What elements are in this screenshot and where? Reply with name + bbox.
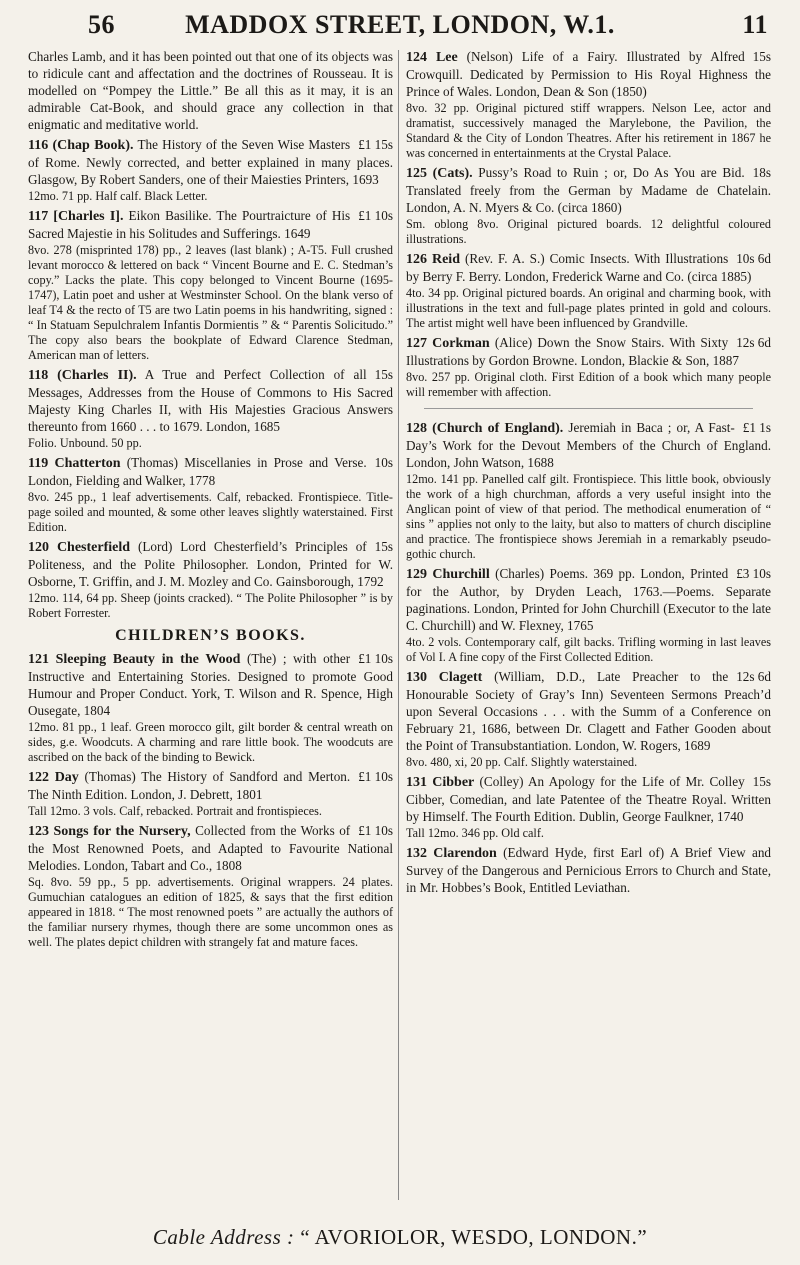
entry-description: Collected from the Works of the Most Renowned Poets, and Adapted to Favourite National Melodies. London, Tabart and Co., 1808 (28, 823, 393, 873)
entry-description: A True and Perfect Collection of all Messages, Addresses from the House of Commons to His Sacred Majesty King Charles II, with His Majesties Gracious Answers thereunto from 1660 . . . to 1679. London, 1685 (28, 367, 393, 434)
entry-number: 124 (406, 50, 427, 65)
catalogue-entry (406, 48, 771, 161)
catalogue-entry (28, 136, 393, 204)
right-column (406, 48, 771, 899)
left-column (28, 48, 393, 953)
continued-text: Charles Lamb, and it has been pointed out that one of its objects was to ridicule cant and affectation and the doctrines of Rousseau. It is modelled on “Pompey the Little.” Be all this as it may, it is an admirable Cat-Book, and should grace any collection in that enigmatic and meditative world. (28, 49, 393, 132)
entry-price: 15s (374, 539, 393, 554)
entry-note: 8vo. 480, xi, 20 pp. Calf. Slightly waterstained. (406, 755, 638, 769)
cable-value: “ AVORIOLOR, WESDO, LONDON.” (300, 1224, 648, 1249)
entry-note: Folio. Unbound. 50 pp. (28, 436, 142, 450)
entry-number: 125 (406, 166, 427, 181)
entry-price: 15s (374, 367, 393, 382)
entry-description: Pussy’s Road to Ruin ; or, Do As You are Bid. Translated freely from the German by Madame de Chatelain. London, A. N. Myers & Co. (circa 1860) (406, 165, 771, 215)
entry-heading: Corkman (432, 336, 490, 351)
entry-price: 15s (752, 774, 771, 789)
entry-number: 128 (406, 421, 427, 436)
entry-heading: Reid (431, 252, 460, 267)
entry-price: £3 10s (736, 566, 771, 581)
entry-number: 116 (28, 138, 49, 153)
page-title: MADDOX STREET, LONDON, W.1. (185, 10, 615, 39)
entry-note: Sm. oblong 8vo. Original pictured boards. 12 delightful coloured illustrations. (406, 217, 771, 246)
entry-note: 8vo. 32 pp. Original pictured stiff wrappers. Nelson Lee, actor and dramatist, successively managed the Marylebone, the Pavilion, the Standard & the City of London Theatres. After his retirement in 1867 he was concerned in entertainments at the Crystal Palace. (406, 101, 771, 160)
entry-number: 118 (28, 368, 49, 383)
catalogue-entry (406, 565, 771, 665)
catalogue-entry (28, 538, 393, 621)
entry-heading: Clagett (438, 670, 483, 685)
entry-heading: Cibber (432, 775, 475, 790)
entry-price: £1 10s (358, 769, 393, 784)
entry-list-left (28, 136, 393, 621)
entry-heading: Songs for the Nursery, (53, 824, 191, 839)
entry-heading: [Charles I]. (53, 209, 124, 224)
entry-description: (Edward Hyde, first Earl of) A Brief View and Survey of the Dangerous and Pernicious Errors to Church and State, in Mr. Hobbes’s Book, Entitled Leviathan. (406, 845, 772, 895)
entry-description: (Rev. F. A. S.) Comic Insects. With Illustrations by Berry F. Berry. London, Frederick Warne and Co. (circa 1885) (406, 251, 752, 284)
entry-description: The History of the Seven Wise Masters of Rome. Newly corrected, and better explained in many places. Glasgow, By Robert Sanders, one of their Maiesties Printers, 1693 (28, 137, 393, 187)
entry-description: Jeremiah in Baca ; or, A Fast-Day’s Work for the Devout Members of the Church of England. London, John Watson, 1688 (406, 420, 771, 470)
page-number-right: 11 (742, 10, 768, 39)
entry-list-right-2 (406, 419, 771, 896)
entry-heading: Day (54, 770, 79, 785)
catalogue-entry (28, 768, 393, 819)
column-divider (398, 50, 399, 1200)
entry-number: 120 (28, 540, 49, 555)
entry-number: 117 (28, 209, 49, 224)
catalogue-entry (28, 366, 393, 451)
entry-heading: Chesterfield (56, 540, 131, 555)
entry-description: (Nelson) Life of a Fairy. Illustrated by Alfred Crowquill. Dedicated by Permission to His Royal Highness the Prince of Wales. London, Dean & Son (1850) (406, 49, 771, 99)
catalogue-entry (406, 419, 771, 562)
entry-heading: Churchill (432, 567, 490, 582)
catalogue-entry (28, 454, 393, 535)
entry-price: 12s 6d (736, 335, 771, 350)
entry-description: (The) ; with other Instructive and Entertaining Stories. Designed to promote Good Humour and Proper Conduct. York, T. Wilson and R. Spence, High Ousegate, 1804 (28, 651, 393, 718)
entry-price: 10s (374, 455, 393, 470)
entry-number: 130 (406, 670, 427, 685)
entry-heading: Chatterton (54, 456, 121, 471)
catalogue-entry (406, 164, 771, 247)
cable-address (28, 1222, 772, 1252)
cable-label: Cable Address : (152, 1224, 295, 1249)
catalogue-entry (406, 250, 771, 331)
entry-heading: (Cats). (432, 166, 473, 181)
entry-list-left-children (28, 650, 393, 950)
entry-note: 8vo. 257 pp. Original cloth. First Edition of a book which many people will remember with affection. (406, 370, 771, 399)
entry-note: Tall 12mo. 346 pp. Old calf. (406, 826, 544, 840)
catalogue-entry (406, 334, 771, 400)
entry-note: 8vo. 245 pp., 1 leaf advertisements. Calf, rebacked. Frontispiece. Title-page soiled and mounted, & some other leaves slightly waterstained. First Edition. (28, 490, 393, 534)
catalogue-entry (28, 207, 393, 363)
entry-price: £1 10s (358, 208, 393, 223)
entry-price: £1 1s (742, 420, 771, 435)
entry-number: 122 (28, 770, 49, 785)
entry-heading: (Church of England). (432, 421, 564, 436)
entry-number: 126 (406, 252, 427, 267)
entry-note: 4to. 34 pp. Original pictured boards. An original and charming book, with illustrations in the text and full-page plates printed in gold and colours. The artist might well have been influenced by Grandville. (406, 286, 771, 330)
horizontal-divider (424, 408, 753, 409)
entry-description: (Colley) An Apology for the Life of Mr. Colley Cibber, Comedian, and late Patentee of the Theatre Royal. Written by Himself. The Fourth Edition. Dublin, George Faulkner, 1740 (406, 774, 771, 824)
entry-note: Sq. 8vo. 59 pp., 5 pp. advertisements. Original wrappers. 24 plates. Gumuchian catalogues an edition of 1825, & says that the first edition appeared in 1818. “ The most renowned poets ” are actually the authors of the familiar nursery rhymes, though there are some uncommon ones as well. The plates depict children with strangely fat and mature faces. (28, 875, 393, 949)
entry-note: 12mo. 114, 64 pp. Sheep (joints cracked). “ The Polite Philosopher ” is by Robert Forrester. (28, 591, 393, 620)
entry-price: 18s (752, 165, 771, 180)
page-number-left: 56 (88, 10, 115, 39)
entry-note: 12mo. 71 pp. Half calf. Black Letter. (28, 189, 208, 203)
entry-price: 10s 6d (736, 251, 771, 266)
entry-heading: Lee (435, 50, 458, 65)
entry-description: (Thomas) Miscellanies in Prose and Verse. London, Fielding and Walker, 1778 (28, 455, 367, 488)
entry-note: 8vo. 278 (misprinted 178) pp., 2 leaves (last blank) ; A-T5. Full crushed levant morocco & lettered on back “ Vincent Bourne and E. C. Stedman’s copy.” Lacks the plate. This copy belonged to Vincent Bourne (1695-1747), Latin poet and usher at Westminster School. On the blank verso of leaf T4 & the recto of T5 are two Latin poems in his handwriting, signed : “ In Statuam Sepulchralem Infantis Dormientis ” & “ Parentis Solicitudo.” The copy also bears the bookplate of Edward Clarence Stedman, American man of letters. (28, 243, 393, 362)
entry-number: 121 (28, 652, 49, 667)
entry-note: 12mo. 81 pp., 1 leaf. Green morocco gilt, gilt border & central wreath on sides, g.e. Woodcuts. A charming and rare little book. The woodcuts are ascribed on the back of the binding to Bewick. (28, 720, 393, 764)
catalogue-entry (28, 650, 393, 765)
catalogue-entry (28, 822, 393, 950)
entry-heading: (Charles II). (57, 368, 137, 383)
entry-note: 12mo. 141 pp. Panelled calf gilt. Frontispiece. This little book, obviously the work of a high churchman, affords a very useful insight into the Anglican point of view of that period. The methodical enumeration of “ sins ” applies not only to the laity, but also to matters of church discipline and practice. The frontispiece shows Jeremiah in a remarkably pseudo-gothic church. (406, 472, 771, 561)
section-heading: CHILDREN’S BOOKS. (115, 627, 306, 644)
entry-heading: Clarendon (433, 846, 497, 861)
entry-price: £1 10s (358, 823, 393, 838)
entry-note: Tall 12mo. 3 vols. Calf, rebacked. Portrait and frontispieces. (28, 804, 322, 818)
catalogue-entry (406, 844, 771, 896)
entry-description: Eikon Basilike. The Pourtraicture of His Sacred Majestie in his Solitudes and Sufferings. 1649 (28, 208, 351, 241)
entry-description: (William, D.D., Late Preacher to the Honourable Society of Gray’s Inn) Seventeen Sermons Preach’d upon Several Occasions . . . with the Summ of a Conference on February 21, 1686, between Dr. Clagett and Father Gooden about the Point of Transubstantiation. London, W. Rogers, 1689 (406, 669, 771, 753)
catalogue-entry (406, 773, 771, 841)
catalogue-entry (406, 668, 771, 770)
entry-heading: Sleeping Beauty in the Wood (55, 652, 241, 667)
entry-price: £1 15s (358, 137, 393, 152)
entry-number: 119 (28, 456, 49, 471)
entry-number: 129 (406, 567, 427, 582)
entry-number: 132 (406, 846, 427, 861)
page-header (28, 8, 772, 42)
entry-description: (Lord) Lord Chesterfield’s Principles of Politeness, and the Polite Philosopher. London, Printed for W. Osborne, T. Griffin, and J. M. Mozley and Co. Gainsborough, 1792 (28, 539, 393, 589)
entry-description: (Thomas) The History of Sandford and Merton. The Ninth Edition. London, J. Debrett, 1801 (28, 769, 351, 802)
entry-price: 15s (752, 49, 771, 64)
entry-price: £1 10s (358, 651, 393, 666)
entry-list-right (406, 48, 771, 400)
entry-heading: (Chap Book). (52, 138, 134, 153)
entry-price: 12s 6d (736, 669, 771, 684)
entry-number: 123 (28, 824, 49, 839)
entry-description: (Charles) Poems. 369 pp. London, Printed for the Author, by Dryden Leach, 1763.—Poems. Separate paginations. London, Printed for John Churchill (Executor to the late C. Churchill) and W. Flexney, 1765 (406, 566, 771, 633)
entry-note: 4to. 2 vols. Contemporary calf, gilt backs. Trifling worming in last leaves of Vol I. A fine copy of the First Collected Edition. (406, 635, 771, 664)
entry-number: 127 (406, 336, 427, 351)
entry-number: 131 (406, 775, 427, 790)
entry-description: (Alice) Down the Snow Stairs. With Sixty Illustrations by Gordon Browne. London, Blackie & Son, 1887 (406, 335, 739, 368)
